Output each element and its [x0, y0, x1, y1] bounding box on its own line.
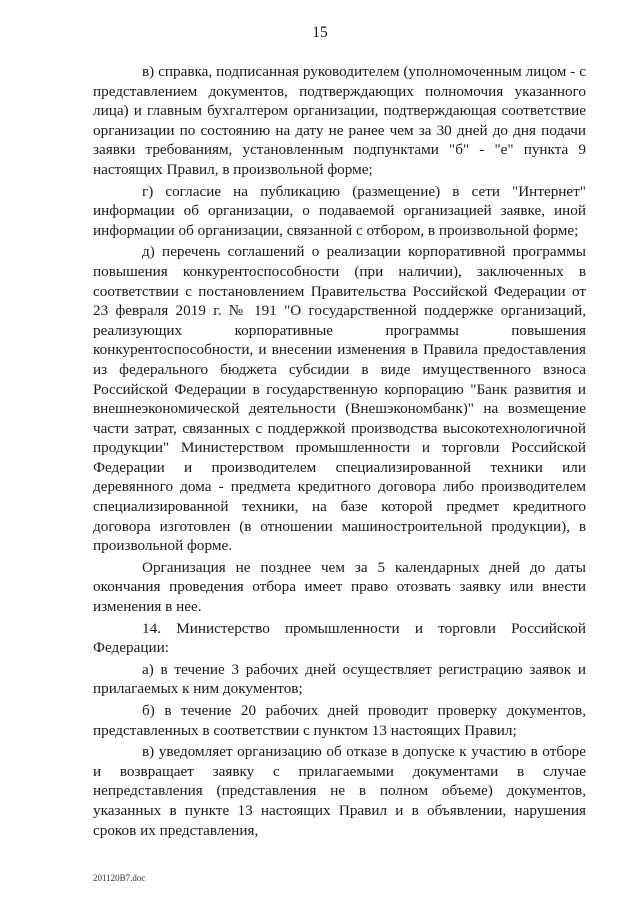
paragraph-14-ministerstvo: 14. Министерство промышленности и торговли Российской Федерации:	[93, 619, 586, 657]
document-body	[93, 62, 586, 842]
paragraph-d-perechen: д) перечень соглашений о реализации корпоративной программы повышения конкурентоспособности (при наличии), заключенных в соответствии с постановлением Правительства Российской Федерации от 23 февраля 2019 г. № 191 "О государственной поддержке организаций, реализующих корпоративные программы повышения конкурентоспособности, и внесении изменения в Правила предоставления из федерального бюджета субсидии в виде имущественного взноса Российской Федерации в государственную корпорацию "Банк развития и внешнеэкономической деятельности (Внешэкономбанк)" на возмещение части затрат, связанных с поддержкой производства высокотехнологичной продукции" Министерством промышленности и торговли Российской Федерации и производителем специализированной техники или деревянного дома - предмета кредитного договора либо производителем специализированной техники, на базе которой предмет кредитного договора изготовлен (в отношении машиностроительной продукции), в произвольной форме.	[93, 243, 586, 555]
page-number: 15	[312, 24, 328, 41]
paragraph-v-spravka: в) справка, подписанная руководителем (уполномоченным лицом - с представлением документов, подтверждающих полномочия указанного лица) и главным бухгалтером организации, подтверждающая соответствие организации по состоянию на дату не ранее чем за 30 дней до дня подачи заявки требованиям, установленным подпунктами "б" - "е" пункта 9 настоящих Правил, в произвольной форме;	[93, 63, 586, 178]
paragraph-otozvat-zayavku: Организация не позднее чем за 5 календарных дней до даты окончания проведения отбора имеет право отозвать заявку или внести изменения в нее.	[93, 558, 586, 616]
paragraph-g-soglasie: г) согласие на публикацию (размещение) в сети "Интернет" информации об организации, о подаваемой организацией заявке, иной информации об организации, связанной с отбором, в произвольной форме;	[93, 182, 586, 239]
paragraph-14-a: а) в течение 3 рабочих дней осуществляет регистрацию заявок и прилагаемых к ним документов;	[93, 660, 586, 698]
document-filename-footer: 201120В7.doc	[93, 873, 146, 883]
paragraph-14-b: б) в течение 20 рабочих дней проводит проверку документов, представленных в соответствии с пунктом 13 настоящих Правил;	[93, 702, 586, 739]
paragraph-14-v: в) уведомляет организацию об отказе в допуске к участию в отборе и возвращает заявку с прилагаемыми документами в случае непредставления (представления не в полном объеме) документов, указанных в пункте 13 настоящих Правил и в объявлении, нарушения сроков их представления,	[93, 743, 586, 839]
